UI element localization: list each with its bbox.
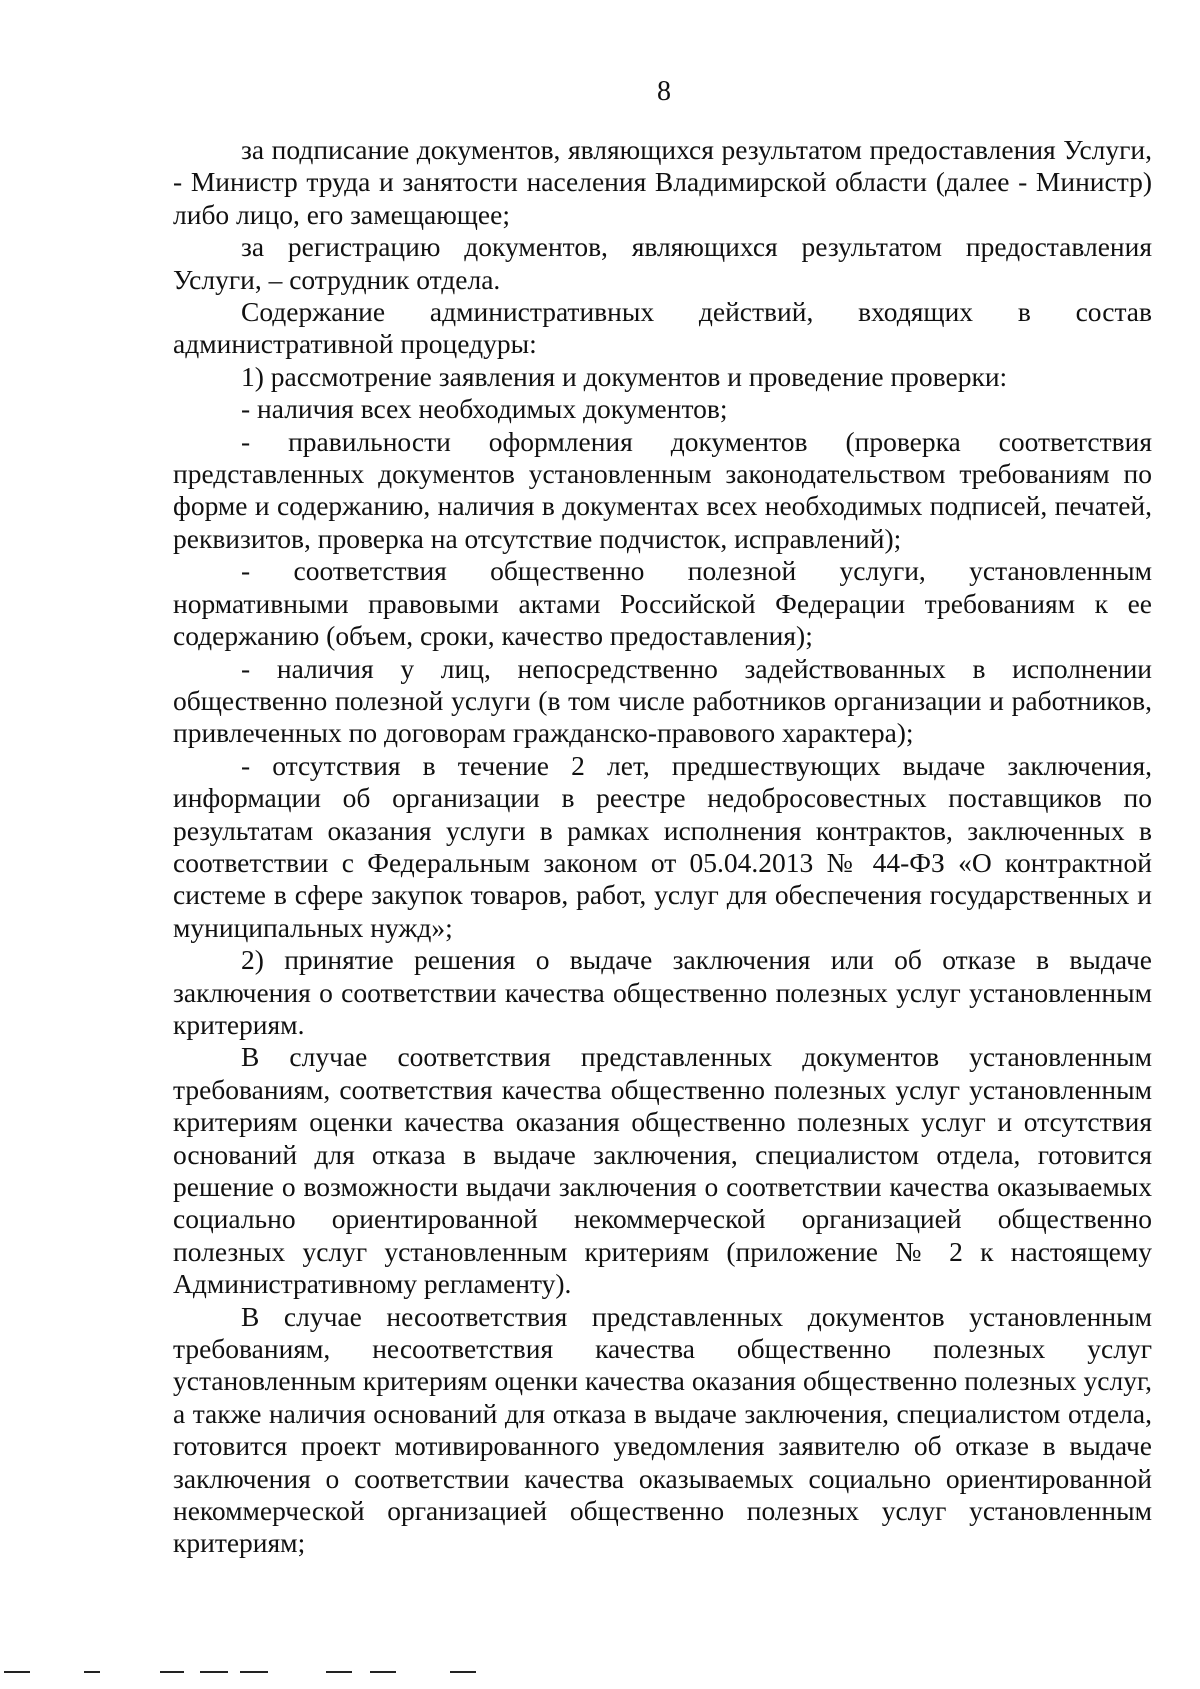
paragraph-check-documents-correctness: - правильности оформления документов (проверка соответствия представленных документов установленным законодательством требованиям по форме и содержанию, наличия в документах всех необходимых подписей, печатей, реквизитов, проверка на отсутствие подчисток, исправлений);	[173, 425, 1152, 554]
scan-mark	[4, 1671, 30, 1673]
paragraph-registration: за регистрацию документов, являющихся результатом предоставления Услуги, – сотрудник отдела.	[173, 231, 1152, 295]
page-number: 8	[657, 76, 671, 107]
scan-mark	[370, 1671, 396, 1673]
scan-mark	[326, 1671, 352, 1673]
scan-mark	[200, 1671, 228, 1673]
paragraph-procedure-content: Содержание административных действий, входящих в состав административной процедуры:	[173, 296, 1152, 360]
document-body	[173, 134, 1152, 1560]
scan-mark	[450, 1671, 476, 1673]
paragraph-check-service-compliance: - соответствия общественно полезной услуги, установленным нормативными правовыми актами Российской Федерации требованиям к ее содержанию (объем, сроки, качество предоставления);	[173, 555, 1152, 652]
paragraph-check-documents-presence: - наличия всех необходимых документов;	[241, 393, 728, 425]
scan-mark	[84, 1671, 100, 1673]
paragraph-positive-decision: В случае соответствия представленных документов установленным требованиям, соответствия качества общественно полезных услуг установленным критериям оценки качества оказания общественно полезных услуг и отсутствия оснований для отказа в выдаче заключения, специалистом отдела, готовится решение о возможности выдачи заключения о соответствии качества оказываемых социально ориентированной некоммерческой организацией общественно полезных услуг установленным критериям (приложение № 2 к настоящему Административному регламенту).	[173, 1041, 1152, 1300]
paragraph-negative-decision: В случае несоответствия представленных документов установленным требованиям, несоответствия качества общественно полезных услуг установленным критериям оценки качества оказания общественно полезных услуг, а также наличия оснований для отказа в выдаче заключения, специалистом отдела, готовится проект мотивированного уведомления заявителю об отказе в выдаче заключения о соответствии качества оказываемых социально ориентированной некоммерческой организацией общественно полезных услуг установленным критериям;	[173, 1300, 1152, 1559]
paragraph-check-personnel: - наличия у лиц, непосредственно задействованных в исполнении общественно полезной услуги (в том числе работников организации и работников, привлеченных по договорам гражданско-правового характера);	[173, 652, 1152, 749]
paragraph-check-registry: - отсутствия в течение 2 лет, предшествующих выдаче заключения, информации об организации в реестре недобросовестных поставщиков по результатам оказания услуги в рамках исполнения контрактов, заключенных в соответствии с Федеральным законом от 05.04.2013 № 44-ФЗ «О контрактной системе в сфере закупок товаров, работ, услуг для обеспечения государственных и муниципальных нужд»;	[173, 749, 1152, 943]
paragraph-step-2: 2) принятие решения о выдаче заключения или об отказе в выдаче заключения о соответствии качества общественно полезных услуг установленным критериям.	[173, 944, 1152, 1040]
paragraph-signing: за подписание документов, являющихся результатом предоставления Услуги, - Министр труда и занятости населения Владимирской области (далее - Министр) либо лицо, его замещающее;	[173, 134, 1152, 230]
paragraph-step-1: 1) рассмотрение заявления и документов и проведение проверки:	[241, 360, 1008, 392]
scan-mark	[160, 1671, 184, 1673]
scan-edge-marks	[0, 1671, 1200, 1675]
scan-mark	[240, 1671, 268, 1673]
